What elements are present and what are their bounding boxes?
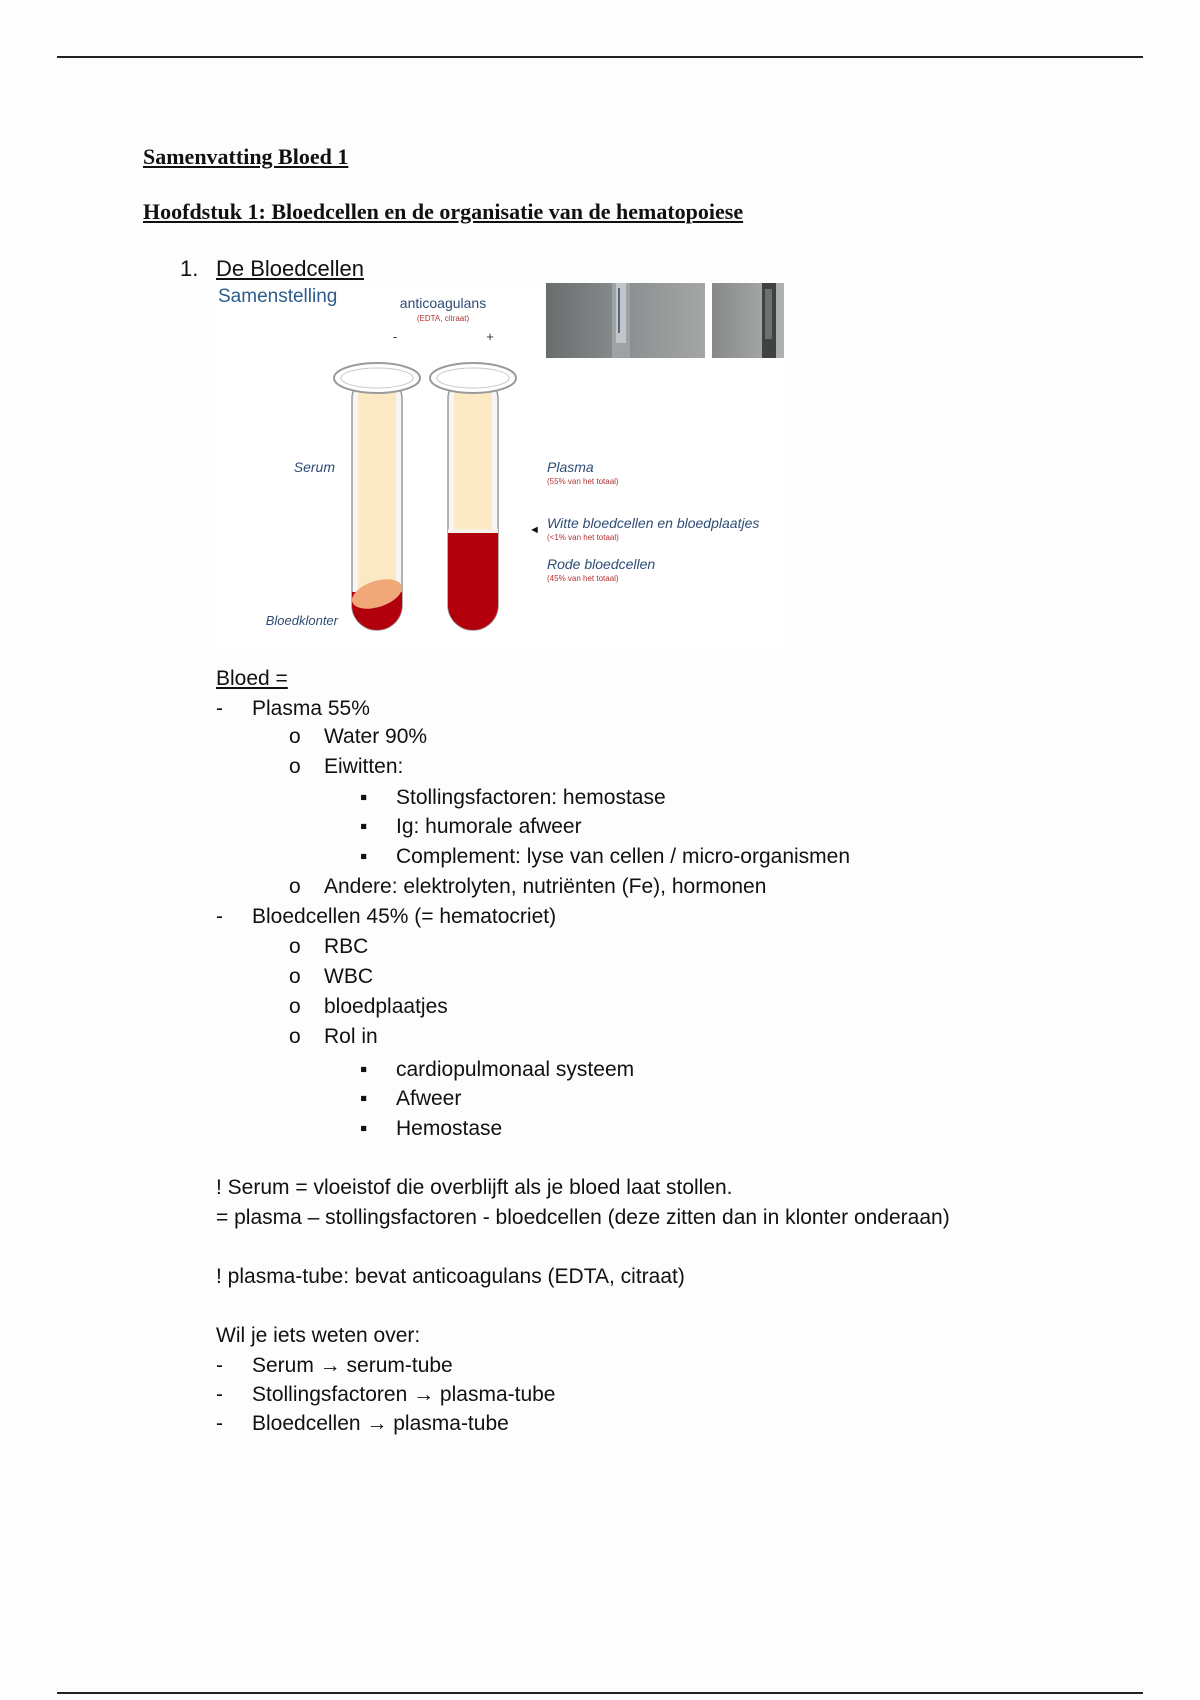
list-item-hemostasis: Hemostase [396, 1117, 503, 1140]
square-bullet: ▪ [360, 1117, 368, 1140]
chapter-heading: Hoofdstuk 1: Bloedcellen en de organisatie van de hematopoiese [143, 199, 744, 224]
plasma-sublabel: (55% van het totaal) [547, 477, 619, 486]
anticoagulant-label: anticoagulans [399, 295, 487, 311]
circle-bullet: o [289, 725, 301, 748]
circle-bullet: o [289, 755, 301, 778]
figure-heading: Samenstelling [218, 286, 338, 307]
list-item-cardio: cardiopulmonaal systeem [396, 1058, 635, 1081]
list-item-cells: Bloedcellen 45% (= hematocriet) [252, 905, 557, 928]
plasma-tube [430, 363, 516, 633]
square-bullet: ▪ [360, 1087, 368, 1110]
anticoagulant-sublabel: (EDTA, citraat) [416, 314, 470, 323]
list-item-plasma: Plasma 55% [252, 697, 370, 720]
plus-label: + [486, 329, 494, 344]
doc-title: Samenvatting Bloed 1 [143, 144, 349, 169]
list-item-rbc: RBC [324, 935, 369, 958]
dash-bullet: - [216, 697, 223, 720]
wbc-sublabel: (<1% van het totaal) [547, 533, 619, 542]
footer-rule [57, 1692, 1143, 1694]
wbc-pointer-arrow: ◄ [529, 524, 540, 536]
dash-bullet: - [216, 1412, 223, 1435]
serum-note-1: ! Serum = vloeistof die overblijft als je bloed laat stollen. [216, 1176, 733, 1199]
tube-photo-1 [546, 283, 705, 358]
circle-bullet: o [289, 935, 301, 958]
list-item-defense: Afweer [396, 1087, 462, 1110]
list-item-ig: Ig: humorale afweer [396, 815, 582, 838]
square-bullet: ▪ [360, 1058, 368, 1081]
square-bullet: ▪ [360, 786, 368, 809]
minus-label: - [392, 329, 398, 344]
wbc-label: Witte bloedcellen en bloedplaatjes [547, 515, 760, 531]
tube-choice-coag: Stollingsfactoren → plasma-tube [252, 1383, 556, 1406]
list-item-complement: Complement: lyse van cellen / micro-organismen [396, 845, 851, 868]
square-bullet: ▪ [360, 815, 368, 838]
list-item-water: Water 90% [324, 725, 428, 748]
square-bullet: ▪ [360, 845, 368, 868]
circle-bullet: o [289, 965, 301, 988]
clot-label: Bloedklonter [265, 613, 338, 628]
header-rule [57, 56, 1143, 58]
dash-bullet: - [216, 1354, 223, 1377]
want-to-know-heading: Wil je iets weten over: [216, 1324, 421, 1347]
buffy-coat [448, 529, 498, 533]
list-item-platelets: bloedplaatjes [324, 995, 448, 1018]
serum-note-2: = plasma – stollingsfactoren - bloedcellen (deze zitten dan in klonter onderaan) [216, 1206, 950, 1229]
section-heading [180, 256, 364, 282]
section-title: De Bloedcellen [216, 256, 364, 281]
rbc-sublabel: (45% van het totaal) [547, 574, 619, 583]
plasma-tube-note: ! plasma-tube: bevat anticoagulans (EDTA, citraat) [216, 1265, 685, 1288]
circle-bullet: o [289, 1025, 301, 1048]
list-item-wbc: WBC [324, 965, 373, 988]
tube-choice-cells: Bloedcellen → plasma-tube [252, 1412, 509, 1435]
list-item-coag: Stollingsfactoren: hemostase [396, 786, 666, 809]
rbc-label: Rode bloedcellen [547, 556, 656, 572]
serum-label: Serum [293, 459, 335, 475]
circle-bullet: o [289, 995, 301, 1018]
list-item-proteins: Eiwitten: [324, 755, 404, 778]
tube-photo-2 [712, 283, 784, 358]
red-cell-layer [448, 533, 498, 633]
serum-tube [334, 363, 420, 632]
tube-choice-serum: Serum → serum-tube [252, 1354, 453, 1377]
circle-bullet: o [289, 875, 301, 898]
blood-heading: Bloed = [216, 667, 288, 690]
plasma-label: Plasma [547, 459, 594, 475]
list-item-role: Rol in [324, 1025, 378, 1048]
list-item-other: Andere: elektrolyten, nutriënten (Fe), hormonen [324, 875, 767, 898]
dash-bullet: - [216, 905, 223, 928]
dash-bullet: - [216, 1383, 223, 1406]
section-number: 1. [180, 256, 199, 281]
